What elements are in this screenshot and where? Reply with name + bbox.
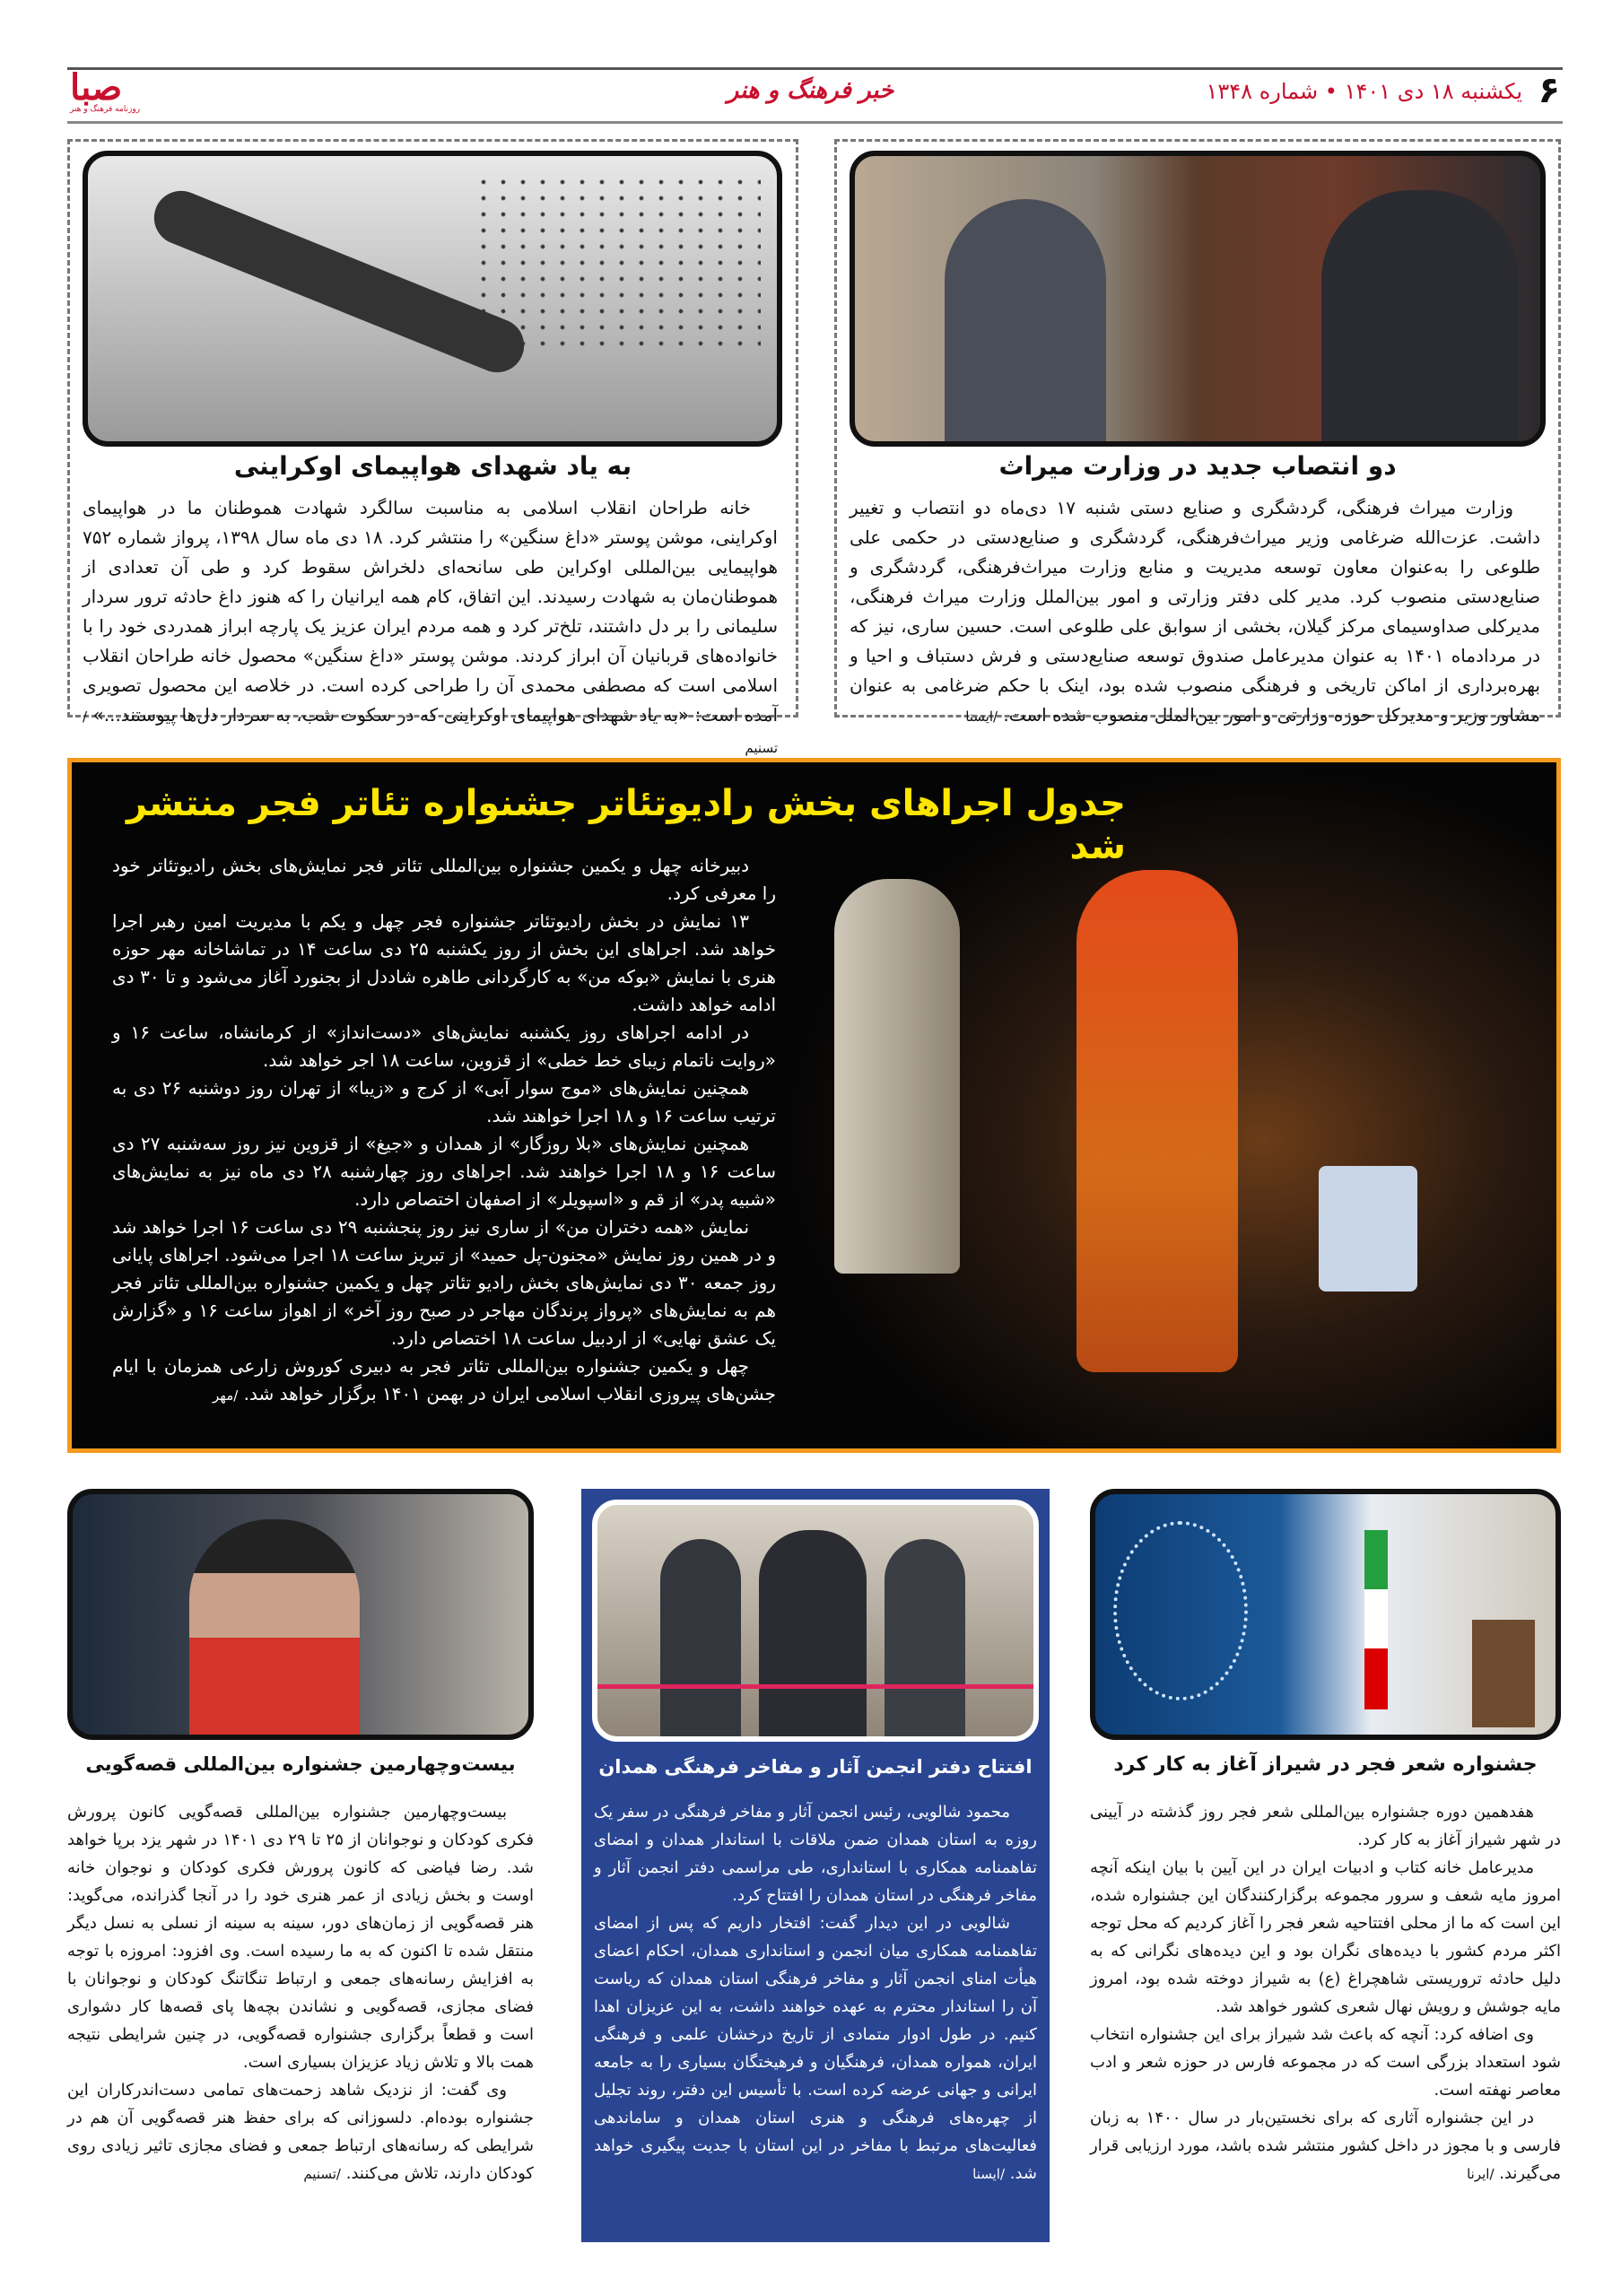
article-body <box>83 493 778 763</box>
article-photo <box>67 1489 534 1740</box>
article-hamedan-office <box>581 1489 1050 2242</box>
article-heritage-appointments <box>834 139 1561 726</box>
news-source: /تسنیم <box>303 2166 341 2182</box>
paragraph: محمود شالویی، رئیس انجمن آثار و مفاخر فرهنگی در سفر یک روزه به استان همدان ضمن ملاقات با استاندار همدان و امضای تفاهمنامه همکاری با استانداری، طی مراسمی دفتر انجمن آثار و مفاخر فرهنگی در استان همدان را افتتاح کرد. <box>594 1803 1037 1905</box>
paragraph: هفدهمین دوره جشنواره بین‌المللی شعر فجر روز گذشته در آیینی در شهر شیراز آغاز به کار کرد. <box>1090 1803 1561 1849</box>
article-title: جشنواره شعر فجر در شیراز آغاز به کار کرد <box>1113 1753 1538 1776</box>
header-bottom-rule <box>67 121 1563 124</box>
person-figure <box>660 1539 741 1736</box>
paragraph: وی گفت: از نزدیک شاهد زحمت‌های تمامی دست‌اندرکاران این جشنواره بوده‌ام. دلسوزانی که برای حفظ هنر قصه‌گویی آن هم در شرایطی که رسانه‌های ارتباط جمعی و فضای مجازی تاثیر زیادی روی کودکان دارند، تلاش می‌کنند. <box>67 2081 534 2183</box>
person-figure <box>885 1539 965 1736</box>
article-title: جدول اجراهای بخش رادیوتئاتر جشنواره تئاتر فجر منتشر شد <box>126 783 1126 867</box>
actor-figure <box>834 879 960 1274</box>
page-number: ۶ <box>1538 70 1560 111</box>
paragraph: دبیرخانه چهل و یکمین جشنواره بین‌المللی تئاتر فجر نمایش‌های بخش رادیوتئاتر خود را معرفی کرد. <box>112 855 776 904</box>
newspaper-logo[interactable] <box>70 66 141 114</box>
article-body <box>112 852 776 1410</box>
article-shiraz-poetry <box>1090 1489 1561 2251</box>
article-photo <box>592 1500 1039 1742</box>
actress-figure <box>1076 870 1238 1372</box>
article-body <box>850 493 1540 732</box>
header-top-rule <box>67 67 1563 70</box>
man-with-hat-figure <box>189 1519 360 1735</box>
news-source: /تسنیم <box>83 709 778 756</box>
paragraph: وزارت میراث فرهنگی، گردشگری و صنایع دستی شنبه ۱۷ دی‌ماه دو انتصاب و تغییر داشت. عزت‌الله ضرغامی وزیر میراث‌فرهنگی، گردشگری و صنایع‌دستی در حکمی علی طلوعی را به‌عنوان معاون توسعه مدیریت و منابع وزارت میراث‌فرهنگی، گردشگری و صنایع‌دستی منصوب کرد. مدیر کلی دفتر وزارتی و امور بین‌الملل وزارت میراث فرهنگی، مدیرکلی صداوسیمای مرکز گیلان، بخشی از سوابق علی طلوعی است. حسین ساری، نیز که در مردادماه ۱۴۰۱ به عنوان مدیرعامل صندوق توسعه صنایع‌دستی و فرش دستباف و احیا و بهره‌برداری از اماکن تاریخی و فرهنگی منصوب شده بود، اینک با حکم ضرغامی به عنوان مشاور وزیر و مدیرکل حوزه وزارتی و امور بین‌الملل منصوب شده است. <box>850 497 1541 726</box>
article-title: دو انتصاب جدید در وزارت میراث <box>998 451 1397 481</box>
podium <box>1472 1620 1535 1727</box>
chair <box>1319 1166 1417 1292</box>
festival-logo-graphic <box>1113 1521 1248 1700</box>
article-title: افتتاح دفتر انجمن آثار و مفاخر فرهنگی همدان <box>598 1756 1033 1778</box>
birds-pattern <box>474 174 761 353</box>
paragraph: در ادامه اجراهای روز یکشنبه نمایش‌های «دست‌انداز» از کرمانشاه، ساعت ۱۶ و «روایت ناتمام زیبای خط خطی» از قزوین، ساعت ۱۸ اجر خواهد شد. <box>112 1022 776 1071</box>
paragraph: شالویی در این دیدار گفت: افتخار داریم که پس از امضای تفاهمنامه همکاری میان انجمن و استانداری همدان، احکام اعضای هیأت امنای انجمن آثار و مفاخر فرهنگی استان همدان که ریاست آن را استاندار محترم به عهده خواهند داشت، به این عزیزان اهدا کنیم. در طول ادوار متمادی از تاریخ درخشان علمی و فرهنگی ایران، همواره همدان، فرهنگیان و فرهیختگان بسیاری را به جامعه ایرانی و جهانی عرضه کرده است. با تأسیس این دفتر، روند تجلیل از چهره‌های فرهنگی و هنری استان همدان و ساماندهی فعالیت‌های مرتبط با مفاخر در این استان با جدیت پیگیری خواهد شد. <box>594 1914 1037 2183</box>
person-figure <box>759 1530 867 1736</box>
article-ukrainian-plane <box>67 139 798 756</box>
paragraph: مدیرعامل خانه کتاب و ادبیات ایران در این آیین با بیان اینکه آنچه امروز مایه شعف و سرور مجموعه برگزارکنندگان این جشنواره شده، این است که ما از محلی افتتاحیه شعر فجر را آغاز کردیم که محل توجه اکثر مردم کشور با دیده‌های نگران بود و این دیده‌های نگرانی که به دلیل حادثه تروریستی شاهچراغ (ع) به شیراز دوخته شده بود، امروز مایه جوشش و رویش نهال شعری کشور خواهد شد. <box>1090 1858 1561 2016</box>
issue-date: یکشنبه ۱۸ دی ۱۴۰۱ • شماره ۱۳۴۸ <box>1206 79 1522 104</box>
paragraph: نمایش «همه دختران من» از ساری نیز روز پنجشنبه ۲۹ دی ساعت ۱۶ اجرا خواهد شد و در همین روز نمایش «مجنون-پل حمید» از تبریز ساعت ۱۸ اجرا می‌شود. اجراهای پایانی روز جمعه ۳۰ دی نمایش‌های بخش رادیو تئاتر چهل و یکمین جشنواره بین‌المللی تئاتر فجر هم به نمایش‌های «پرواز پرندگان مهاجر در صبح روز آخر» از اهواز ساعت ۱۶ و «گزارش یک عشق نهایی» از اردبیل ساعت ۱۸ اختصاص دارد. <box>112 1216 777 1349</box>
iran-flag <box>1364 1530 1388 1709</box>
article-photo <box>850 151 1546 447</box>
article-body <box>67 1798 534 2188</box>
article-photo <box>1090 1489 1561 1740</box>
news-source: /ایسنا <box>972 2166 1005 2182</box>
article-photo <box>83 151 782 447</box>
paragraph: همچنین نمایش‌های «بلا روزگار» از همدان و «جیغ» از قزوین نیز روز سه‌شنبه ۲۷ دی ساعت ۱۶ و ۱۸ اجرا خواهند شد. اجراهای روز چهارشنبه ۲۸ دی ماه نیز به نمایش‌های «شبیه پدر» از قم و «اسپویلر» از اصفهان اختصاص دارد. <box>112 1133 777 1210</box>
ribbon <box>597 1684 1033 1689</box>
article-title: بیست‌وچهارمین جشنواره بین‌المللی قصه‌گویی <box>85 1753 516 1775</box>
person-figure-right <box>1321 190 1519 441</box>
paragraph: در این جشنواره آثاری که برای نخستین‌بار در سال ۱۴۰۰ به زبان فارسی و با مجوز در داخل کشور منتشر شده باشد، مورد ارزیابی قرار می‌گیرند. <box>1090 2109 1561 2183</box>
paragraph: ۱۳ نمایش در بخش رادیوتئاتر جشنواره فجر چهل و یکم با مدیریت امین رهبر اجرا خواهد شد. اجراهای این بخش از روز یکشنبه ۲۵ دی ساعت ۱۴ در تماشاخانه مهر حوزه هنری با نمایش «بوکه من» به کارگردانی طاهره شاددل از بجنورد آغاز می‌شود و تا ۳۰ دی ادامه خواهد داشت. <box>112 910 777 1015</box>
article-storytelling-festival <box>67 1489 534 2251</box>
paragraph: وی اضافه کرد: آنچه که باعث شد شیراز برای این جشنواره انتخاب شود استعداد بزرگی است که در مجموعه فارس در حوزه شعر و ادب معاصر نهفته است. <box>1090 2025 1561 2100</box>
paragraph: بیست‌وچهارمین جشنواره بین‌المللی قصه‌گویی کانون پرورش فکری کودکان و نوجوانان از ۲۵ تا ۲۹ دی ۱۴۰۱ در شهر یزد برپا خواهد شد. رضا فیاضی که کانون پرورش فکری کودکان و نوجوان خانه اوست و بخش زیادی از عمر هنری خود را در آنجا گذرانده، می‌گوید: هنر قصه‌گویی از زمان‌های دور، سینه به سینه از نسلی به نسل دیگر منتقل شده تا اکنون که به ما رسیده است. وی افزود: امروزه با توجه به افزایش رسانه‌های جمعی و ارتباط تنگاتنگ کودکان و نوجوانان با فضای مجازی، قصه‌گویی و نشاندن بچه‌ها پای قصه‌ها کار دشواری است و قطعاً برگزاری جشنواره قصه‌گویی، در چنین شرایطی نتیجه همت بالا و تلاش زیاد عزیزان بسیاری است. <box>67 1803 534 2072</box>
article-body <box>594 1798 1037 2188</box>
paragraph: خانه طراحان انقلاب اسلامی به مناسبت سالگرد شهادت هموطنان ما در هواپیمای اوکراینی، موشن پوستر «داغ سنگین» را منتشر کرد. ۱۸ دی ماه سال ۱۳۹۸، پرواز شماره ۷۵۲ هواپیمایی بین‌المللی اوکراین طی سانحه‌ای دلخراش سقوط کرد و طی آن تعدادی از هموطنان‌مان به شهادت رسیدند. این اتفاق، کام همه ایرانیان را که هنوز داغ حادثه ترور سردار سلیمانی را بر دل داشتند، تلخ‌تر کرد و همه مردم ایران عزیز یک پارچه ابراز همدردی خود را با خانواده‌های قربانیان آن ابراز کردند. موشن پوستر «داغ سنگین» محصول خانه طراحان انقلاب اسلامی است که مصطفی محمدی آن را طراحی کرده است. در خلاصه این محصول تصویری آمده است: «به یاد شهدای هواپیمای اوکراینی که در سکوت شب، به سردار دل‌ها پیوستند...» <box>83 497 779 726</box>
person-figure-left <box>945 199 1106 441</box>
logo-text: صبا <box>70 66 123 109</box>
news-source: /مهر <box>213 1387 239 1404</box>
paragraph: چهل و یکمین جشنواره بین‌المللی تئاتر فجر به دبیری کوروش زارعی همزمان با ایام جشن‌های پیروزی انقلاب اسلامی ایران در بهمن ۱۴۰۱ برگزار خواهد شد. <box>112 1355 776 1405</box>
news-source: /ایسنا <box>965 709 998 725</box>
paragraph: همچنین نمایش‌های «موج سوار آبی» از کرج و «زیبا» از تهران روز دوشنبه ۲۶ دی به ترتیب ساعت ۱۶ و ۱۸ اجرا خواهند شد. <box>112 1077 776 1126</box>
logo-subtitle: روزنامه فرهنگ و هنر <box>70 105 141 114</box>
article-title: به یاد شهدای هواپیمای اوکراینی <box>233 451 632 481</box>
article-body <box>1090 1798 1561 2188</box>
article-radio-theatre <box>67 758 1561 1453</box>
section-title: خبر فرهنگ و هنر <box>727 77 894 104</box>
news-source: /ایرنا <box>1467 2166 1495 2182</box>
